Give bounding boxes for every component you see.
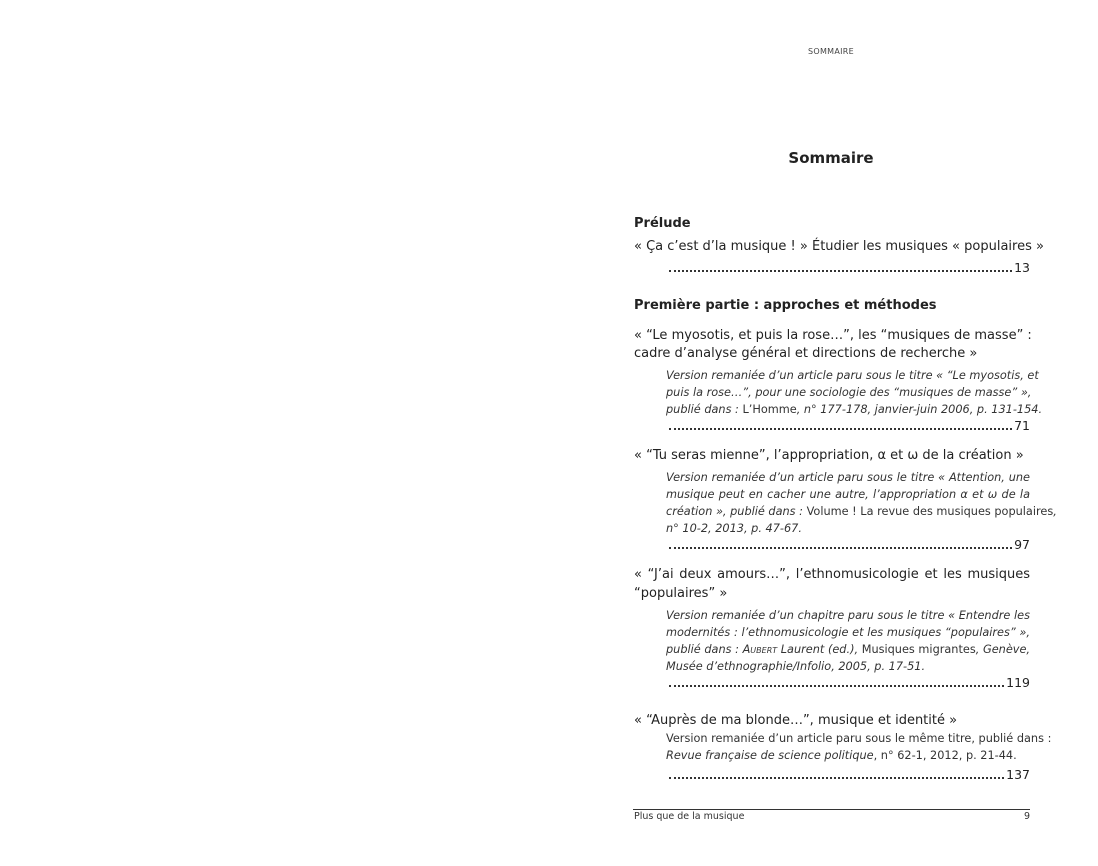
entry-note: musique peut en cacher une autre, l’appropriation α et ω de la [666,488,1030,501]
running-head: SOMMAIRE [807,47,855,56]
entry-note: Version remaniée d’un chapitre paru sous le titre « Entendre les [666,609,1030,622]
entry-note: Version remaniée d’un article paru sous le titre « “Le myosotis, et [666,369,1039,382]
toc-page-number: 119 [1006,675,1030,690]
toc-page-number: 13 [1014,260,1030,275]
entry-note: Revue française de science politique, n° 62-1, 2012, p. 21-44. [666,749,1017,762]
entry-note: Version remaniée d’un article paru sous le titre « Attention, une [666,471,1030,484]
toc-page-number: 137 [1006,767,1030,782]
footer-book-title: Plus que de la musique [634,811,745,822]
entry-note: puis la rose…”, pour une sociologie des “musiques de masse” », [666,386,1032,399]
toc-entry-title: « “Le myosotis, et puis la rose…”, les “musiques de masse” : [634,328,1032,343]
toc-leader-row [669,537,1030,552]
toc-entry-title: “populaires” » [634,586,728,601]
entry-note: modernités : l’ethnomusicologie et les musiques “populaires” », [666,626,1030,639]
entry-note: n° 10-2, 2013, p. 47-67. [666,522,802,535]
entry-note: Version remaniée d’un article paru sous le même titre, publié dans : [666,732,1052,745]
toc-leader-row [669,260,1030,275]
section-heading-prelude: Prélude [634,216,691,231]
toc-page-number: 97 [1014,537,1030,552]
toc-entry-title: cadre d’analyse général et directions de recherche » [634,346,978,361]
toc-entry-title: « Ça c’est d’la musique ! » Étudier les musiques « populaires » [634,239,1044,254]
section-heading-part1: Première partie : approches et méthodes [634,298,937,313]
author-name: Aubert [742,643,778,656]
toc-leader-row [669,767,1030,782]
footer-rule [633,809,1030,810]
toc-leader-row [669,418,1030,433]
page-title: Sommaire [788,149,874,167]
toc-entry-title: « “J’ai deux amours…”, l’ethnomusicologie et les musiques [634,567,1030,582]
entry-note: Musée d’ethnographie/Infolio, 2005, p. 17-51. [666,660,926,673]
entry-note: publié dans : Aubert Laurent (ed.), Musiques migrantes, Genève, [666,643,1030,656]
toc-entry-title: « “Tu seras mienne”, l’appropriation, α et ω de la création » [634,448,1024,463]
entry-note: création », publié dans : Volume ! La revue des musiques populaires, [666,505,1057,518]
footer-page-number: 9 [1023,811,1030,822]
toc-page-number: 71 [1014,418,1030,433]
entry-note: publié dans : L’Homme, n° 177-178, janvier-juin 2006, p. 131-154. [666,403,1043,416]
toc-entry-title: « “Auprès de ma blonde…”, musique et identité » [634,713,958,728]
toc-leader-row [669,675,1030,690]
